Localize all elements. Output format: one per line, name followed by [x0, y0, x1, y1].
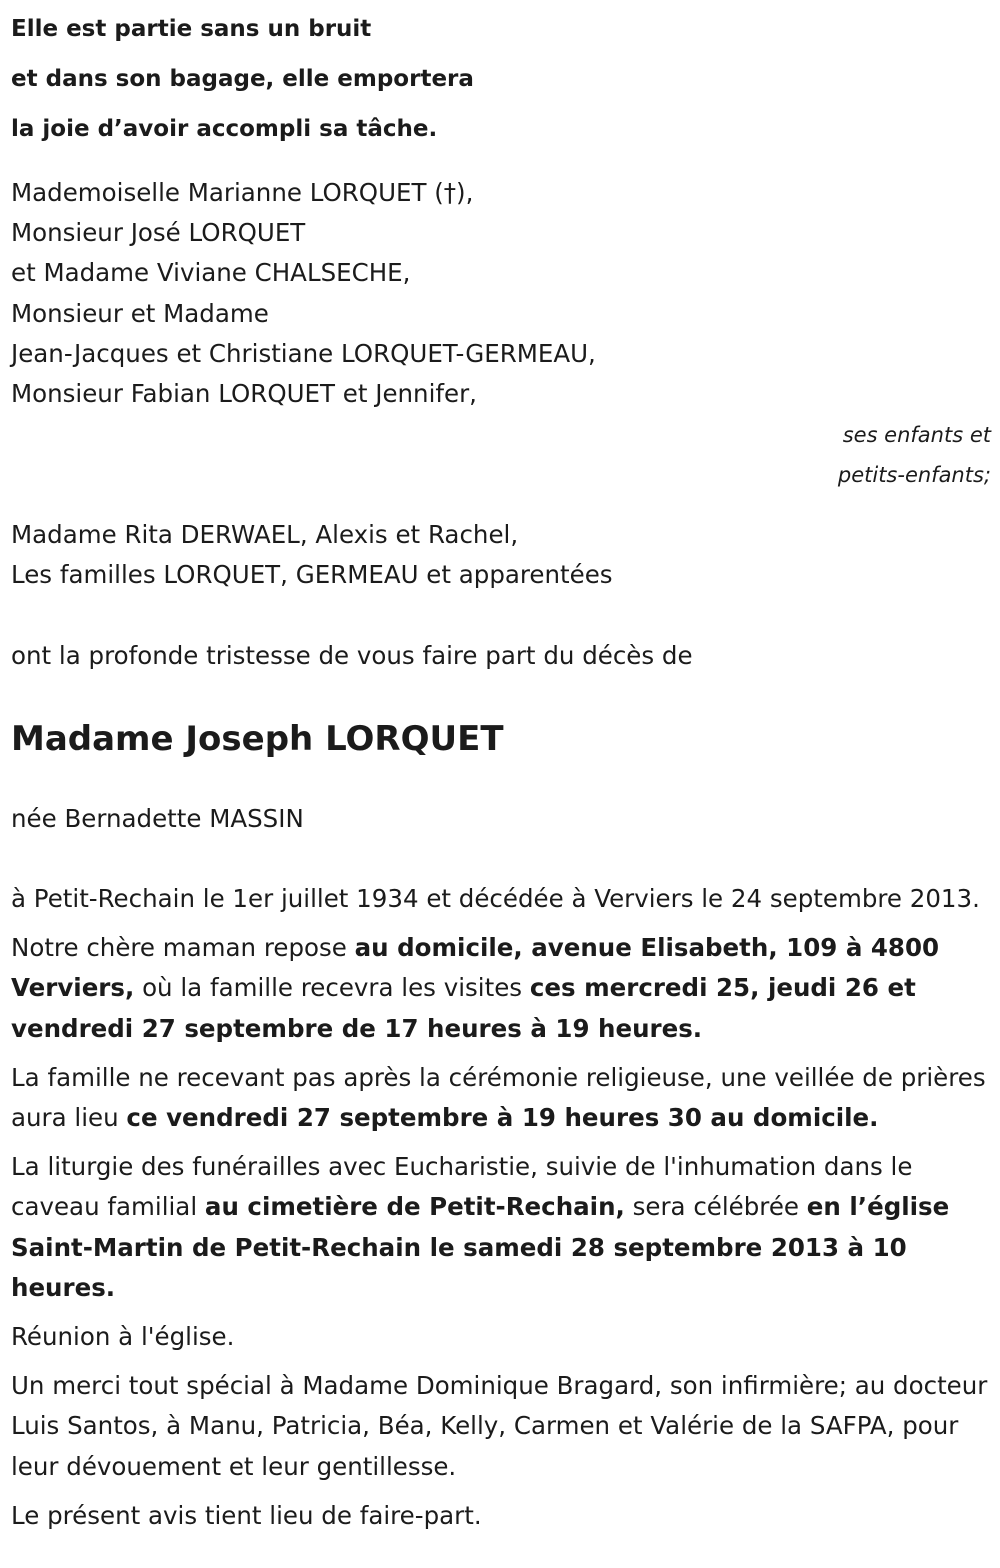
family-member: Monsieur Fabian LORQUET et Jennifer, — [11, 379, 477, 409]
visits-text: où la famille recevra les visites — [134, 973, 530, 1003]
relative-line: Les familles LORQUET, GERMEAU et apparentées — [11, 560, 613, 590]
vigil-text: La famille ne recevant pas après la cérémonie religieuse, une veillée de prières aura lieu — [11, 1062, 986, 1133]
family-member: Mademoiselle Marianne LORQUET (†), — [11, 178, 474, 207]
family-list — [11, 173, 991, 414]
visits-text: Notre chère maman repose — [11, 933, 355, 963]
funeral-text: La liturgie des funérailles avec Eucharistie, suivie de l'inhumation dans le caveau familial — [11, 1152, 913, 1222]
meeting-paragraph: Réunion à l'église. — [11, 1322, 235, 1352]
family-role-note — [11, 415, 991, 495]
cemetery-location: au cimetière de Petit-Rechain, — [204, 1192, 625, 1222]
family-role-line: petits-enfants; — [837, 463, 991, 488]
deceased-name: Madame Joseph LORQUET — [11, 718, 504, 759]
visits-location: au domicile, avenue Elisabeth, 109 à 4800 Verviers, — [11, 933, 940, 1003]
birth-death-paragraph: à Petit-Rechain le 1er juillet 1934 et décédée à Verviers le 24 septembre 2013. — [11, 884, 980, 914]
vigil-time: ce vendredi 27 septembre à 19 heures 30 au domicile. — [126, 1103, 879, 1133]
vigil-paragraph — [11, 1058, 991, 1138]
relative-line: Madame Rita DERWAEL, Alexis et Rachel, — [11, 520, 519, 550]
family-member: Monsieur et Madame — [11, 298, 269, 328]
announcement-text: ont la profonde tristesse de vous faire part du décès de — [11, 640, 693, 670]
other-relatives — [11, 515, 991, 595]
family-member: et Madame Viviane CHALSECHE, — [11, 258, 411, 288]
epitaph-line: Elle est partie sans un bruit — [11, 16, 372, 42]
funeral-paragraph — [11, 1147, 991, 1308]
maiden-name-text: née Bernadette MASSIN — [11, 803, 304, 833]
maiden-name — [11, 799, 991, 839]
death-notice — [11, 4, 991, 1536]
visits-paragraph — [11, 928, 991, 1049]
funeral-text: sera célébrée — [624, 1192, 807, 1222]
epitaph — [11, 4, 991, 154]
visits-dates: ces mercredi 25, jeudi 26 et vendredi 27 septembre de 17 heures à 19 heures. — [11, 973, 916, 1043]
family-role-line: ses enfants et — [842, 423, 991, 448]
church-service: en l’église Saint-Martin de Petit-Rechain le samedi 28 septembre 2013 à 10 heures. — [11, 1192, 950, 1302]
epitaph-line: la joie d’avoir accompli sa tâche. — [11, 116, 438, 142]
family-member: Jean-Jacques et Christiane LORQUET-GERMEAU, — [11, 338, 596, 368]
thanks-paragraph: Un merci tout spécial à Madame Dominique Bragard, son infirmière; au docteur Luis Santos, à Manu, Patricia, Béa, Kelly, Carmen et Valérie de la SAFPA, pour leur dévouement et leur gentillesse. — [11, 1371, 988, 1481]
family-member: Monsieur José LORQUET — [11, 218, 306, 248]
announcement — [11, 636, 991, 676]
epitaph-line: et dans son bagage, elle emportera — [11, 66, 474, 92]
closing-paragraph: Le présent avis tient lieu de faire-part. — [11, 1500, 482, 1530]
